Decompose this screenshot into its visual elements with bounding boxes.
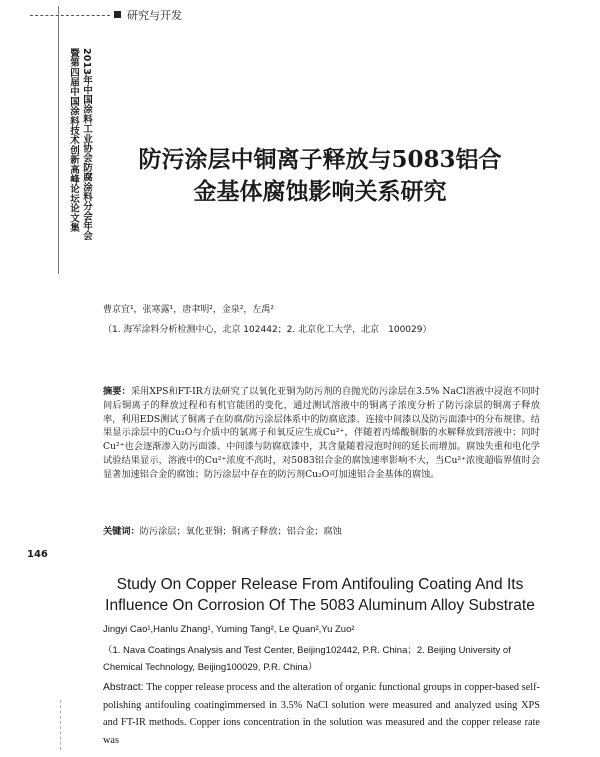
header-square-bullet (114, 11, 121, 18)
abstract-en-label: Abstract: (103, 682, 144, 693)
en-title-line-1: Study On Copper Release From Antifouling Coating And Its (116, 576, 524, 593)
abstract-cn-label: 摘要： (103, 386, 131, 397)
keywords-cn-label: 关键词： (103, 526, 140, 537)
paper-title-en (60, 574, 580, 616)
title-line-1: 防污涂层中铜离子释放与5083铝合 (138, 146, 502, 173)
sidebar-conference-line2: 暨第四届中国涂料技术创新高峰论坛论文集 (68, 48, 79, 233)
keywords-cn-text: 防污涂层；氧化亚铜；铜离子释放；铝合金；腐蚀 (139, 526, 342, 537)
affiliation-cn: （1. 海军涂料分析检测中心，北京 102442；2. 北京化工大学，北京 100029） (103, 325, 432, 335)
keywords-cn (103, 523, 342, 537)
sidebar-conference-line1: 2013年中国涂料工业协会防腐涂料分会年会 (81, 48, 92, 241)
header-dashed-rule (30, 15, 110, 16)
abstract-cn-text: 采用XPS和FT-IR方法研究了以氧化亚铜为防污剂的自抛光防污涂层在3.5% NaCl溶液中浸泡不同时间后铜离子的释放过程和有机官能团的变化，通过测试溶液中的铜离子浓度分析了防污涂层的铜离子释放率，利用EDS测试了铜离子在防腐/防污涂层体系中的防腐底漆、连接中间漆以及防污面漆中的分布规律。结果显示涂层中的Cu₂O与介质中的氯离子和氧反应生成Cu²⁺，伴随着丙烯酸铜脂的水解释放到溶液中；同时Cu²⁺也会逐渐渗入防污面漆、中间漆与防腐底漆中，其含量随着浸泡时间的延长而增加。腐蚀失重和电化学试验结果显示，溶液中的Cu²⁺浓度不高时，对5083铝合金的腐蚀速率影响不大，当Cu²⁺浓度超临界值时会显著加速铝合金的腐蚀；防污涂层中存在的防污剂Cu₂O可加速铝合金基体的腐蚀。 (103, 386, 540, 480)
title-line-2: 金基体腐蚀影响关系研究 (193, 178, 447, 205)
abstract-cn (103, 385, 540, 482)
margin-rule (58, 6, 59, 274)
abstract-en-text: The copper release process and the alteration of organic functional groups in copper-based self-polishing antifouling coatingimmersed in 3.5% NaCl solution were measured and analyzed using XPS and FT-IR methods. Copper ions concentration in the solution was measured and the copper release rate was (103, 682, 540, 746)
margin-dashed-rule (60, 700, 61, 750)
section-title: 研究与开发 (127, 9, 182, 22)
en-title-line-2: Influence On Corrosion Of The 5083 Aluminum Alloy Substrate (105, 597, 535, 614)
abstract-en (103, 679, 540, 749)
authors-en: Jingyi Cao¹,Hanlu Zhang¹, Yuming Tang², Le Quan²,Yu Zuo² (103, 624, 355, 635)
authors-cn: 曹京宜¹，张寒露¹，唐聿明²，金泉²，左禹² (103, 305, 275, 315)
paper-title-cn (90, 144, 550, 208)
affiliation-en: （1. Nava Coatings Analysis and Test Center, Beijing102442, P.R. China；2. Beijing University of Chemical Technology, Beijing100029, P.R. China） (103, 645, 511, 673)
page-number: 146 (27, 549, 48, 560)
